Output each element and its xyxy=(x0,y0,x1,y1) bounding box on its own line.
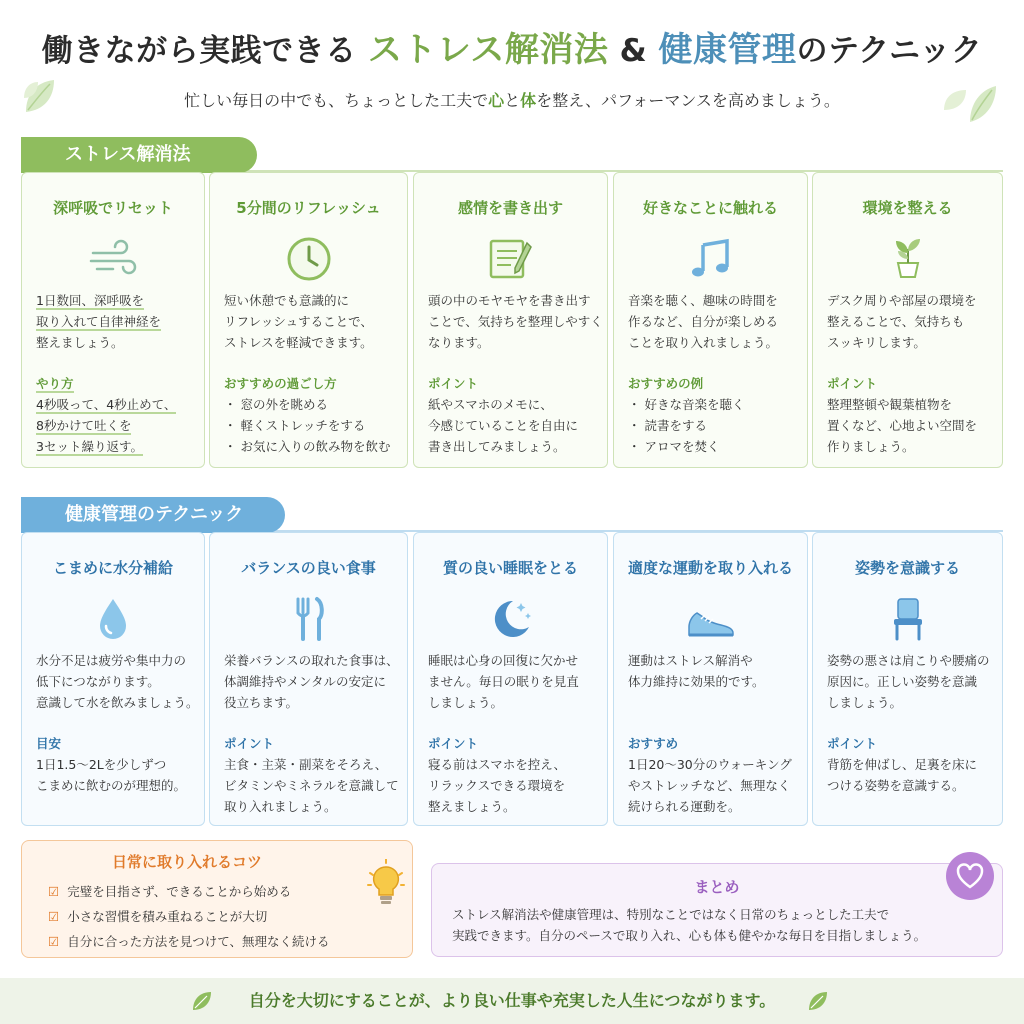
sub-label: ポイント xyxy=(428,376,479,391)
checkmark-icon: ☑ xyxy=(48,884,60,899)
body-line: デスク周りや部屋の環境を xyxy=(827,293,977,308)
card-body xyxy=(224,290,399,353)
sub-label: 目安 xyxy=(36,736,62,751)
sub-line: 今感じていることを自由に xyxy=(428,418,579,433)
sub-line: やストレッチなど、無理なく xyxy=(628,778,791,793)
card-body xyxy=(428,650,599,713)
card-title: 姿勢を意識する xyxy=(854,559,960,577)
sub-line: ・ お気に入りの飲み物を飲む xyxy=(224,439,391,454)
sub-line: 書き出してみましょう。 xyxy=(428,439,566,454)
body-line: 体力維持に効果的です。 xyxy=(628,674,765,689)
card-title: 環境を整える xyxy=(862,199,953,217)
body-line: 意識して水を飲みましょう。 xyxy=(36,695,199,710)
tip-text: 完璧を目指さず、できることから始める xyxy=(67,884,292,899)
leaf-left-icon xyxy=(20,74,64,118)
summary-line: 実践できます。自分のペースで取り入れ、心も体も健やかな毎日を目指しましょう。 xyxy=(452,928,927,943)
summary-text xyxy=(452,904,926,946)
sub-line: ビタミンやミネラルを意識して xyxy=(224,778,399,793)
body-line: 1日数回、深呼吸を xyxy=(36,293,144,308)
card-sub xyxy=(628,373,799,457)
body-line: 原因に。正しい姿勢を意識 xyxy=(827,674,978,689)
card-title: 好きなことに触れる xyxy=(642,199,778,217)
title-amp: & xyxy=(619,33,648,69)
notebook-pen-icon xyxy=(483,231,539,287)
sub-line: 4秒吸って、4秒止めて、 xyxy=(36,397,177,412)
subtitle-highlight-body: 体 xyxy=(520,91,537,110)
sub-label: ポイント xyxy=(224,736,275,751)
card-sub xyxy=(224,373,399,457)
list-item xyxy=(48,929,329,954)
sub-line: つける姿勢を意識する。 xyxy=(827,778,965,793)
card-body xyxy=(36,650,199,713)
card-sub xyxy=(827,733,994,796)
body-line: スッキリします。 xyxy=(827,335,926,350)
sub-line: ・ アロマを焚く xyxy=(628,439,720,454)
sub-line: 主食・主菜・副菜をそろえ、 xyxy=(224,757,388,772)
card-favorite-things xyxy=(613,172,808,468)
sub-line: ・ 好きな音楽を聴く xyxy=(628,397,745,412)
body-line: しましょう。 xyxy=(428,695,504,710)
subtitle-text-a: 忙しい毎日の中でも、ちょっとした工夫で xyxy=(184,91,489,110)
card-body xyxy=(827,290,994,353)
sub-label: おすすめの例 xyxy=(628,376,704,391)
leaf-icon xyxy=(806,989,830,1013)
card-hydration xyxy=(21,532,205,826)
title-part2: のテクニック xyxy=(796,33,983,69)
body-line: 睡眠は心身の回復に欠かせ xyxy=(428,653,579,668)
card-title: 適度な運動を取り入れる xyxy=(627,559,793,577)
body-line: 運動はストレス解消や xyxy=(628,653,753,668)
card-body xyxy=(827,650,994,713)
stress-section-label: ストレス解消法 xyxy=(21,137,257,173)
summary-title: まとめ xyxy=(694,878,740,896)
checkmark-icon: ☑ xyxy=(48,934,60,949)
sub-line: こまめに飲むのが理想的。 xyxy=(36,778,187,793)
water-drop-icon xyxy=(85,591,141,647)
card-exercise xyxy=(613,532,808,826)
card-title: こまめに水分補給 xyxy=(52,559,173,577)
card-sub xyxy=(428,733,599,817)
sub-line: 1日20〜30分のウォーキング xyxy=(628,757,792,772)
card-body xyxy=(628,650,799,692)
footer-text: 自分を大切にすることが、より良い仕事や充実した人生につながります。 xyxy=(248,991,776,1010)
sub-line: 作りましょう。 xyxy=(827,439,915,454)
body-line: ません。毎日の眠りを見直 xyxy=(428,674,579,689)
title-part1: 働きながら実践できる xyxy=(41,33,357,69)
card-body xyxy=(36,290,196,353)
footer-banner xyxy=(0,978,1024,1024)
card-sub xyxy=(827,373,994,457)
sub-line: 1日1.5〜2Lを少しずつ xyxy=(36,757,167,772)
sub-line: 3セット繰り返す。 xyxy=(36,439,143,454)
sub-line: 紙やスマホのメモに、 xyxy=(428,397,553,412)
fork-knife-icon xyxy=(281,591,337,647)
card-body xyxy=(628,290,799,353)
body-line: しましょう。 xyxy=(827,695,903,710)
leaf-right-icon xyxy=(940,78,1000,126)
body-line: 短い休憩でも意識的に xyxy=(224,293,350,308)
card-sub xyxy=(36,373,196,457)
lightbulb-icon xyxy=(366,859,406,909)
sub-line: 8秒かけて吐くを xyxy=(36,418,132,433)
page-title xyxy=(0,22,1024,71)
sub-line: 取り入れましょう。 xyxy=(224,799,337,814)
card-posture xyxy=(812,532,1003,826)
clock-icon xyxy=(281,231,337,287)
sub-line: 置くなど、心地よい空間を xyxy=(827,418,978,433)
checkmark-icon: ☑ xyxy=(48,909,60,924)
body-line: 役立ちます。 xyxy=(224,695,299,710)
card-sub xyxy=(224,733,399,817)
tips-list xyxy=(48,879,329,954)
card-sub xyxy=(428,373,599,457)
summary-line: ストレス解消法や健康管理は、特別なことではなく日常のちょっとした工夫で xyxy=(452,907,890,922)
card-five-min-refresh xyxy=(209,172,408,468)
sub-label: やり方 xyxy=(36,376,74,391)
title-stress: ストレス解消法 xyxy=(367,30,609,70)
heart-badge xyxy=(946,852,994,900)
page-subtitle xyxy=(0,88,1024,111)
sub-line: 整えましょう。 xyxy=(428,799,516,814)
sub-line: ・ 軽くストレッチをする xyxy=(224,418,366,433)
card-title: 感情を書き出す xyxy=(457,199,563,217)
card-balanced-diet xyxy=(209,532,408,826)
music-note-icon xyxy=(683,231,739,287)
tips-box xyxy=(21,840,413,958)
heart-icon xyxy=(946,852,994,900)
subtitle-text-b: を整え、パフォーマンスを高めましょう。 xyxy=(536,91,840,110)
wind-icon xyxy=(85,231,141,287)
sub-line: ・ 読書をする xyxy=(628,418,707,433)
body-line: ことで、気持ちを整理しやすく xyxy=(428,314,603,329)
sub-label: ポイント xyxy=(428,736,479,751)
body-line: ことを取り入れましょう。 xyxy=(628,335,779,350)
title-health: 健康管理 xyxy=(658,30,797,70)
moon-stars-icon xyxy=(483,591,539,647)
tip-text: 自分に合った方法を見つけて、無理なく続ける xyxy=(67,934,330,949)
body-line: リフレッシュすることで、 xyxy=(224,314,373,329)
sub-line: 続けられる運動を。 xyxy=(628,799,741,814)
sub-line: ・ 窓の外を眺める xyxy=(224,397,328,412)
list-item xyxy=(48,879,329,904)
body-line: ストレスを軽減できます。 xyxy=(224,335,373,350)
subtitle-highlight-mind: 心 xyxy=(488,91,505,110)
tips-title: 日常に取り入れるコツ xyxy=(111,853,262,871)
sub-label: おすすめの過ごし方 xyxy=(224,376,337,391)
body-line: 作るなど、自分が楽しめる xyxy=(628,314,779,329)
body-line: 体調維持やメンタルの安定に xyxy=(224,674,387,689)
body-line: 取り入れて自律神経を xyxy=(36,314,162,329)
sneaker-icon xyxy=(683,591,739,647)
card-body xyxy=(428,290,603,353)
body-line: 姿勢の悪さは肩こりや腰痛の xyxy=(827,653,990,668)
body-line: 水分不足は疲労や集中力の xyxy=(36,653,187,668)
health-section-label: 健康管理のテクニック xyxy=(21,497,285,533)
card-title: 深呼吸でリセット xyxy=(53,199,173,217)
card-sub xyxy=(36,733,196,796)
body-line: 頭の中のモヤモヤを書き出す xyxy=(428,293,591,308)
list-item xyxy=(48,904,329,929)
body-line: 栄養バランスの取れた食事は、 xyxy=(224,653,399,668)
summary-box xyxy=(431,863,1003,957)
card-deep-breath xyxy=(21,172,205,468)
tip-text: 小さな習慣を積み重ねることが大切 xyxy=(67,909,268,924)
sub-line: 背筋を伸ばし、足裏を床に xyxy=(827,757,978,772)
card-sub xyxy=(628,733,799,817)
sub-line: リラックスできる環境を xyxy=(428,778,566,793)
subtitle-to: と xyxy=(504,91,521,110)
body-line: 整えることで、気持ちも xyxy=(827,314,965,329)
chair-icon xyxy=(880,591,936,647)
card-quality-sleep xyxy=(413,532,608,826)
body-line: 低下につながります。 xyxy=(36,674,160,689)
card-title: バランスの良い食事 xyxy=(241,559,376,577)
card-write-feelings xyxy=(413,172,608,468)
card-environment xyxy=(812,172,1003,468)
sub-line: 寝る前はスマホを控え、 xyxy=(428,757,567,772)
potted-plant-icon xyxy=(880,231,936,287)
sub-label: ポイント xyxy=(827,376,878,391)
body-line: なります。 xyxy=(428,335,490,350)
body-line: 整えましょう。 xyxy=(36,335,124,350)
sub-label: おすすめ xyxy=(628,736,679,751)
sub-line: 整理整頓や観葉植物を xyxy=(827,397,953,412)
card-body xyxy=(224,650,399,713)
sub-label: ポイント xyxy=(827,736,878,751)
body-line: 音楽を聴く、趣味の時間を xyxy=(628,293,778,308)
card-title: 質の良い睡眠をとる xyxy=(442,559,578,577)
card-title: 5分間のリフレッシュ xyxy=(236,199,381,217)
